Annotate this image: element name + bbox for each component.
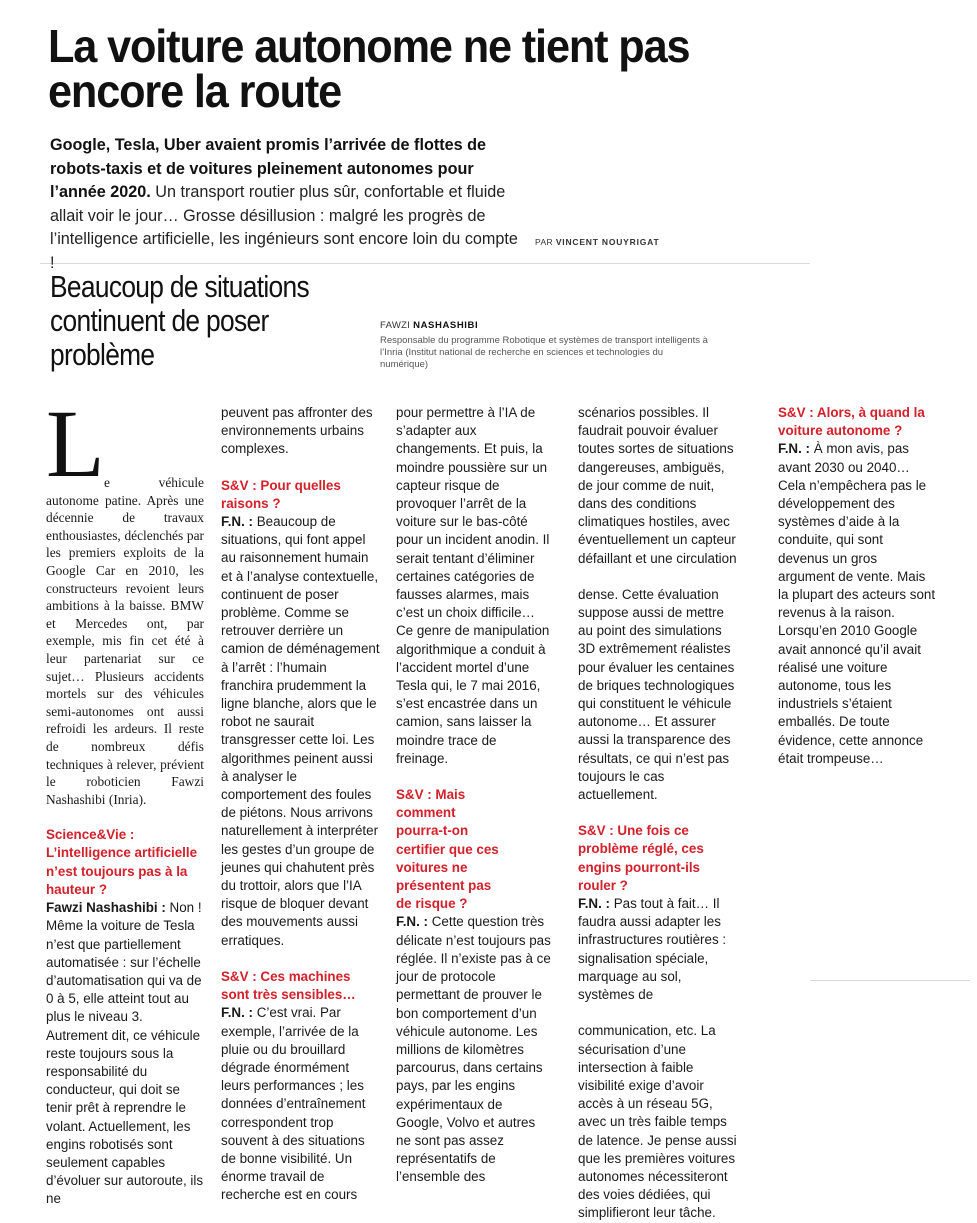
column-2 [221, 404, 381, 1205]
question-text: S&V : Ces machines sont très sensibles… [221, 968, 356, 1003]
answer-text: À mon avis, pas avant 2030 ou 2040… Cela n’empêchera pas le développement des systèmes d’aide à la conduite, qui sont devenus un gros argument de vente. Mais la plupart des acteurs sont revenus à la raison. Lorsqu’en 2010 Google avait annoncé qu’il avait réalisé une voiture autonome, tous les industriels s’étaient emballés. De toute évidence, cette annonce était trompeuse… [778, 441, 936, 766]
column-3 [396, 404, 551, 1187]
column-4 [578, 404, 738, 1223]
continued-text: communication, etc. La sécurisation d’une intersection à faible visibilité exige d’avoir accès à un réseau 5G, avec un très faible temps de latence. Je pense aussi que les premières voitures autonomes nécessiteront des voies dédiées, qui simplifieront leur tâche. [578, 1023, 737, 1221]
answer-text: Cette question très délicate n’est toujours pas réglée. Il n’existe pas à ce jour de protocole permettant de prouver le bon comportement d’un véhicule autonome. Les millions de kilomètres parcourus, dans certains pays, par les engins expérimentaux de Google, Volvo et autres ne sont pas assez représentatifs de l’ensemble des [396, 914, 551, 1185]
answer-text: Non ! Même la voiture de Tesla n’est que partiellement automatisée : sur l’échelle d’automatisation qui va de 0 à 5, elle atteint tout au plus le niveau 3. Autrement dit, ce véhicule reste toujours sous la responsabilité du conducteur, qui doit se tenir prêt à reprendre le volant. Actuellement, les engins robotisés sont seulement capables d’évoluer sur autoroute, ils ne [46, 900, 204, 1207]
column-1 [46, 390, 204, 1209]
byline [535, 237, 659, 247]
expert-name [380, 320, 478, 331]
continued-text: peuvent pas affronter des environnements urbains complexes. [221, 405, 373, 457]
answer-lead: Fawzi Nashashibi : [46, 900, 166, 916]
answer-lead: F.N. : [578, 896, 610, 912]
drop-cap: L [46, 390, 105, 497]
question-text: S&V : Une fois ce problème réglé, ces engins pourront-ils rouler ? [578, 823, 704, 893]
question-text: S&V : Pour quelles raisons ? [221, 477, 341, 511]
standfirst-bold: Google, Tesla, Uber avaient promis l’arrivée de flottes de robots-taxis et de voitures pleinement autonomes pour l’année 2020. [50, 136, 487, 201]
standfirst-text: Un transport routier plus sûr, confortable et fluide allait voir le jour… Grosse désillusion : malgré les progrès de l’intelligence artificielle, les ingénieurs sont encore loin du compte ! [50, 183, 518, 272]
question-text: Science&Vie : L’intelligence artificielle n’est toujours pas à la hauteur ? [46, 827, 198, 897]
expert-first-name: FAWZI [380, 320, 411, 331]
column-5 [778, 404, 936, 768]
question-text: S&V : Mais comment pourra-t-on certifier que ces voitures ne présentent pas de risque ? [396, 787, 499, 912]
answer-text: Beaucoup de situations, qui font appel au raisonnement humain et à l’analyse contextuelle, continuent de poser problème. Comme se retrouver derrière un camion de déménagement à l’arrêt : l’humain franchira prudemment la ligne blanche, alors que le robot ne saurait transgresser cette loi. Les algorithmes peinent aussi à analyser le comportement des foules de piétons. Nous arrivons naturellement à interpréter les gestes d’un groupe de jeunes qui chahutent près du trottoir, alors que l’IA risque de bloquer devant des mouvements aussi erratiques. [221, 514, 380, 948]
standfirst [50, 134, 525, 275]
answer-lead: F.N. : [396, 914, 428, 930]
byline-prefix: PAR [535, 237, 554, 247]
question-3 [221, 968, 381, 1205]
question-4 [396, 786, 551, 1186]
question-2 [221, 477, 381, 950]
answer-lead: F.N. : [221, 1005, 253, 1021]
continued-text: scénarios possibles. Il faudrait pouvoir évaluer toutes sortes de situations dangereuses, ambiguës, de jour comme de nuit, dans des conditions climatiques hostiles, avec éventuellement un capteur défaillant et une circulation [578, 405, 737, 566]
article-title: La voiture autonome ne tient pas encore la route [48, 20, 690, 117]
question-text: S&V : Alors, à quand la voiture autonome ? [778, 405, 925, 439]
question-6 [778, 404, 936, 768]
continued-text: dense. Cette évaluation suppose aussi de mettre au point des simulations 3D extrêmement réalistes pour évaluer les centaines de briques technologiques qui constituent le véhicule autonome… Et assurer aussi la transparence des résultats, ce qui n’est pas toujours le cas actuellement. [578, 586, 735, 803]
section-title: Beaucoup de situations continuent de poser problème [50, 269, 309, 372]
answer-lead: F.N. : [778, 441, 810, 457]
divider-line [810, 980, 970, 981]
intro-paragraph [46, 474, 204, 808]
expert-last-name: NASHASHIBI [413, 320, 479, 331]
answer-text: Pas tout à fait… Il faudra aussi adapter les infrastructures routières : signalisation spéciale, marquage au sol, systèmes de [578, 896, 727, 1003]
expert-description: Responsable du programme Robotique et systèmes de transport intelligents à l’Inria (Institut national de recherche en sciences et technologies du numérique) [380, 335, 708, 370]
answer-lead: F.N. : [221, 514, 253, 530]
question-5 [578, 822, 738, 1004]
answer-text: C’est vrai. Par exemple, l’arrivée de la pluie ou du brouillard dégrade énormément leurs performances ; les données d’entraînement correspondent trop souvent à des situations de bonne visibilité. Un énorme travail de recherche est en cours [221, 1005, 366, 1203]
question-1 [46, 826, 204, 1208]
continued-text: pour permettre à l’IA de s’adapter aux changements. Et puis, la moindre poussière sur un capteur risque de provoquer l’arrêt de la voiture sur le bas-côté pour un incident anodin. Il serait tentant d’éliminer certaines catégories de fausses alarmes, mais c’est un choix difficile… Ce genre de manipulation algorithmique a conduit à l’accident mortel d’une Tesla qui, le 7 mai 2016, s’est encastrée dans un camion, sans laisser la moindre trace de freinage. [396, 405, 550, 766]
byline-author: VINCENT NOUYRIGAT [555, 237, 660, 247]
intro-text: e véhicule autonome patine. Après une décennie de travaux enthousiastes, déclenchés par les premiers exploits de la Google Car en 2010, les constructeurs revoient leurs ambitions à la baisse. BMW et Mercedes ont, par exemple, mis fin cet été à leur partenariat sur ce sujet… Plusieurs accidents mortels sur des véhicules semi-autonomes ont aussi refroidi les ardeurs. Il reste de nombreux défis techniques à relever, prévient le roboticien Fawzi Nashashibi (Inria). [46, 475, 204, 807]
